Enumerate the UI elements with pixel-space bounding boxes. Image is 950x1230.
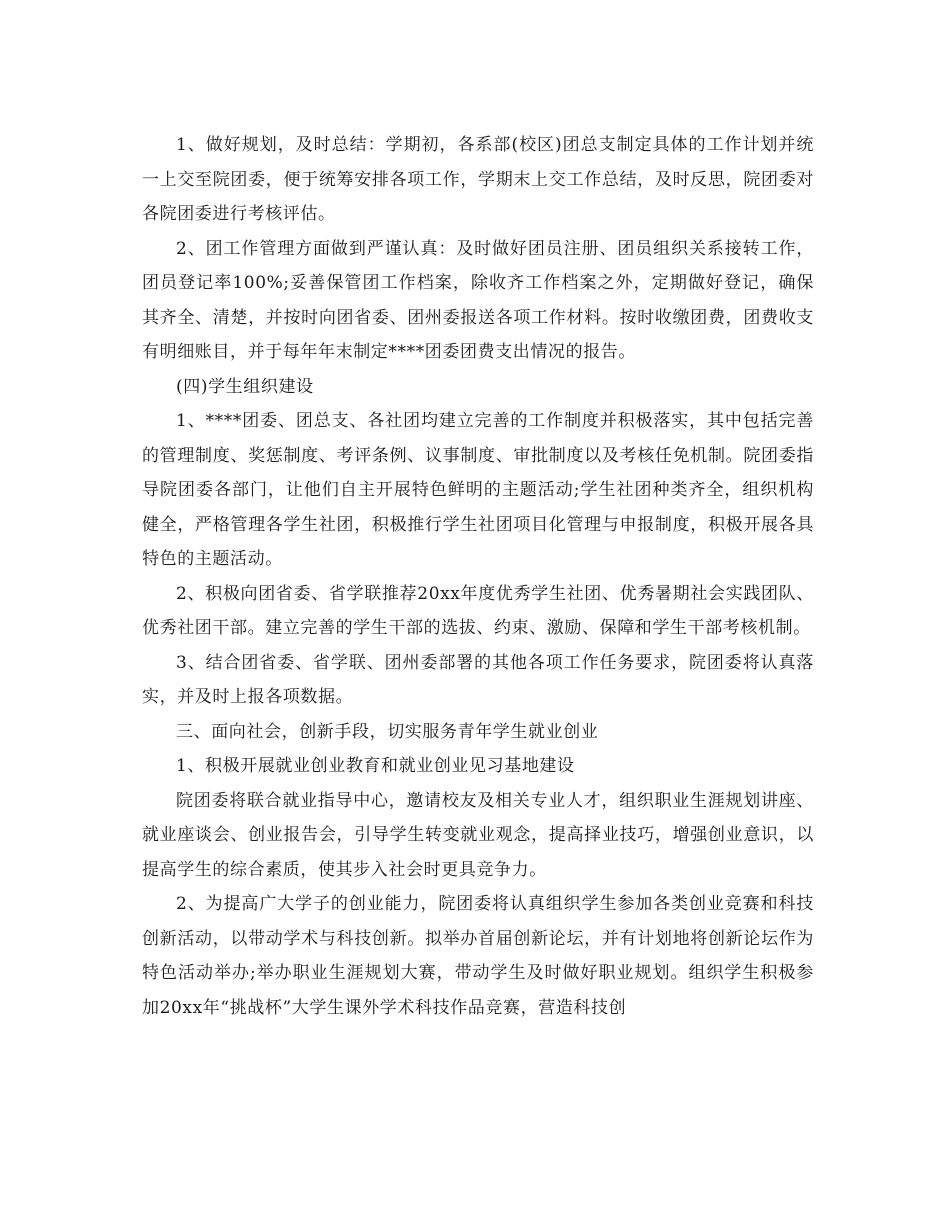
paragraph-recommend: 2、积极向团省委、省学联推荐20xx年度优秀学生社团、优秀暑期社会实践团队、优秀社团干部。建立完善的学生干部的选拔、约束、激励、保障和学生干部考核机制。 — [142, 583, 814, 638]
paragraph-management: 2、团工作管理方面做到严谨认真：及时做好团员注册、团员组织关系接转工作，团员登记率100%;妥善保管团工作档案，除收齐工作档案之外，定期做好登记，确保其齐全、清楚，并按时向团省委、团州委报送各项工作材料。按时收缴团费，团费收支有明细账目，并于每年年末制定****团委团费支出情况的报告。 — [142, 238, 814, 362]
paragraph-planning: 1、做好规划，及时总结：学期初，各系部(校区)团总支制定具体的工作计划并统一上交至院团委，便于统筹安排各项工作，学期末上交工作总结，及时反思，院团委对各院团委进行考核评估。 — [142, 135, 814, 224]
section-heading-student-org: (四)学生组织建设 — [176, 376, 314, 397]
document-body — [142, 128, 814, 1025]
paragraph-guidance: 院团委将联合就业指导中心，邀请校友及相关专业人才，组织职业生涯规划讲座、就业座谈会、创业报告会，引导学生转变就业观念，提高择业技巧，增强创业意识，以提高学生的综合素质，使其步入社会时更具竞争力。 — [142, 790, 814, 880]
paragraph-org-system: 1、****团委、团总支、各社团均建立完善的工作制度并积极落实，其中包括完善的管理制度、奖惩制度、考评条例、议事制度、审批制度以及考核任免机制。院团委指导院团委各部门，让他们自主开展特色鲜明的主题活动;学生社团种类齐全，组织机构健全，严格管理各学生社团，积极推行学生社团项目化管理与申报制度，积极开展各具特色的主题活动。 — [142, 411, 814, 569]
paragraph-implement: 3、结合团省委、省学联、团州委部署的其他各项工作任务要求，院团委将认真落实，并及时上报各项数据。 — [142, 652, 814, 707]
subheading-education: 1、积极开展就业创业教育和就业创业见习基地建设 — [176, 756, 575, 776]
paragraph-innovation: 2、为提高广大学子的创业能力，院团委将认真组织学生参加各类创业竞赛和科技创新活动，以带动学术与科技创新。拟举办首届创新论坛，并有计划地将创新论坛作为特色活动举办;举办职业生涯规划大赛，带动学生及时做好职业规划。组织学生积极参加20xx年“挑战杯”大学生课外学术科技作品竞赛，营造科技创 — [142, 894, 814, 1018]
section-heading-employment: 三、面向社会，创新手段，切实服务青年学生就业创业 — [176, 721, 599, 742]
